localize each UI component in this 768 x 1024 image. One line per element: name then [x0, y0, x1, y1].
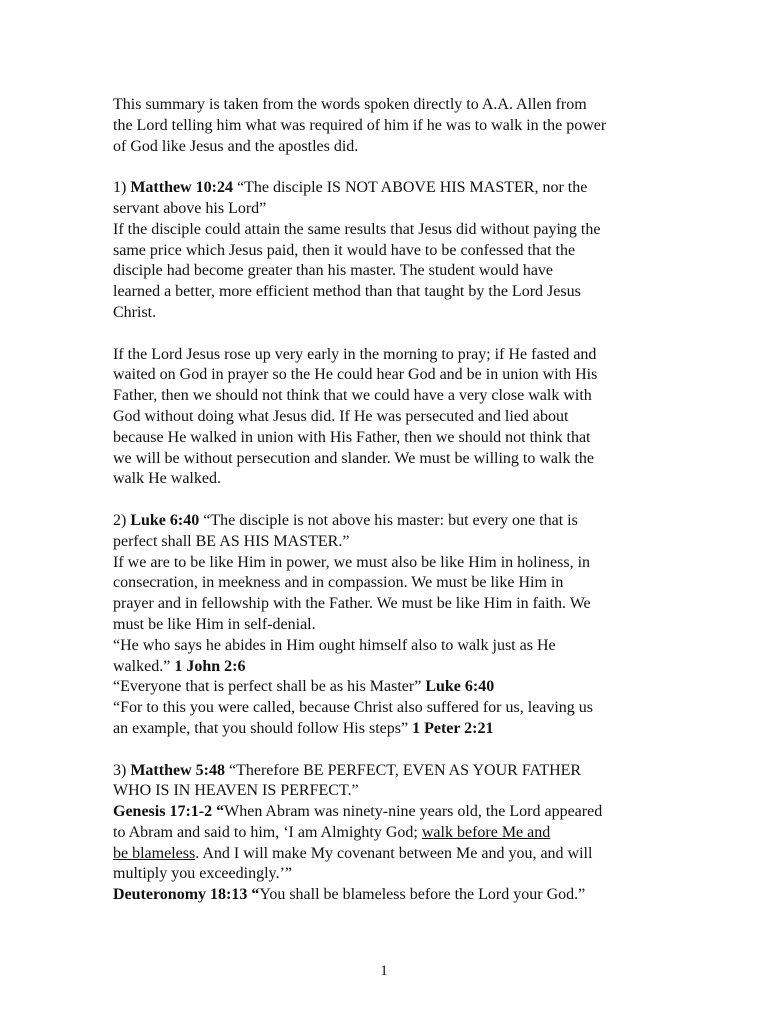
genesis-text: When Abram was ninety-nine years old, the Lord appeared [224, 803, 603, 821]
section-1-body2-line: walk He walked. [113, 470, 221, 488]
genesis-open-quote: “ [212, 803, 225, 821]
citation-2-text: “Everyone that is perfect shall be as his Master” [113, 678, 426, 696]
section-3-reference: Matthew 5:48 [130, 761, 225, 779]
page-number: 1 [380, 963, 388, 979]
citation-1-reference: 1 John 2:6 [174, 657, 246, 675]
citation-3-text: an example, that you should follow His steps” [113, 719, 413, 737]
section-2-body-line: must be like Him in self-denial. [113, 615, 316, 633]
section-2-body-line: prayer and in fellowship with the Father. We must be like Him in faith. We [113, 595, 591, 613]
section-2-number: 2) [113, 511, 131, 529]
section-1-paragraph-2 [113, 345, 673, 491]
intro-line: the Lord telling him what was required of him if he was to walk in the power [113, 116, 607, 134]
section-2-quote: “The disciple is not above his master: but every one that is [199, 511, 578, 529]
citation-3-reference: 1 Peter 2:21 [412, 719, 494, 737]
section-1-quote-cont: servant above his Lord” [113, 199, 267, 217]
section-2-body-line: If we are to be like Him in power, we must also be like Him in holiness, in [113, 553, 591, 571]
intro-line: This summary is taken from the words spoken directly to A.A. Allen from [113, 96, 587, 113]
section-3-quote: “Therefore BE PERFECT, EVEN AS YOUR FATHER [224, 761, 582, 779]
deuteronomy-text: You shall be blameless before the Lord your God.” [259, 886, 586, 904]
section-1-body2-line: If the Lord Jesus rose up very early in the morning to pray; if He fasted and [113, 345, 597, 363]
genesis-underlined-text: walk before Me and [421, 823, 551, 841]
section-1-quote: “The disciple IS NOT ABOVE HIS MASTER, nor the [232, 179, 588, 197]
genesis-text: . And I will make My covenant between Me and you, and will [195, 844, 593, 862]
deuteronomy-line [113, 885, 673, 906]
section-2-body-line: consecration, in meekness and in compassion. We must be like Him in [113, 574, 564, 592]
citation-1-line: “He who says he abides in Him ought himself also to walk just as He [113, 636, 556, 654]
citation-2-line [113, 677, 673, 698]
section-2 [113, 511, 673, 740]
section-1-body2-line: because He walked in union with His Father, then we should not think that [113, 428, 591, 446]
section-2-reference: Luke 6:40 [130, 511, 200, 529]
intro-line: of God like Jesus and the apostles did. [113, 137, 359, 155]
section-1-body2-line: God without doing what Jesus did. If He was persecuted and lied about [113, 407, 569, 425]
section-1-number: 1) [113, 179, 131, 197]
intro-paragraph [113, 95, 673, 157]
citation-3-line: “For to this you were called, because Christ also suffered for us, leaving us [113, 699, 594, 717]
genesis-underlined-text: be blameless [113, 844, 196, 862]
section-3-number: 3) [113, 761, 131, 779]
section-1 [113, 178, 673, 324]
genesis-line [113, 823, 673, 844]
deuteronomy-reference: Deuteronomy 18:13 [113, 886, 248, 904]
section-1-body-line: learned a better, more efficient method than that taught by the Lord Jesus [113, 283, 581, 301]
section-1-body2-line: we will be without persecution and slander. We must be willing to walk the [113, 449, 594, 467]
citation-2-reference: Luke 6:40 [425, 678, 495, 696]
section-1-heading [113, 178, 673, 199]
section-1-body-line: If the disciple could attain the same results that Jesus did without paying the [113, 220, 601, 238]
genesis-text: to Abram and said to him, ‘I am Almighty God; [113, 823, 422, 841]
citation-1-text: walked.” [113, 657, 175, 675]
genesis-line [113, 802, 673, 823]
genesis-line [113, 844, 673, 865]
section-2-heading [113, 511, 673, 532]
genesis-reference: Genesis 17:1-2 [113, 803, 213, 821]
page-content [113, 95, 673, 927]
citation-1-line [113, 657, 673, 678]
section-1-reference: Matthew 10:24 [130, 179, 233, 197]
section-1-body-line: same price which Jesus paid, then it would have to be confessed that the [113, 241, 576, 259]
section-1-body2-line: Father, then we should not think that we could have a very close walk with [113, 387, 592, 405]
section-3-quote-cont: WHO IS IN HEAVEN IS PERFECT.” [113, 782, 359, 800]
citation-3-line [113, 719, 673, 740]
section-1-body2-line: waited on God in prayer so the He could hear God and be in union with His [113, 366, 598, 384]
genesis-line: multiply you exceedingly.’” [113, 865, 292, 883]
section-2-quote-cont: perfect shall BE AS HIS MASTER.” [113, 532, 350, 550]
section-3 [113, 761, 673, 907]
section-3-heading [113, 761, 673, 782]
section-1-body-line: disciple had become greater than his master. The student would have [113, 262, 554, 280]
deuteronomy-open-quote: “ [247, 886, 260, 904]
section-1-body-line: Christ. [113, 303, 157, 321]
